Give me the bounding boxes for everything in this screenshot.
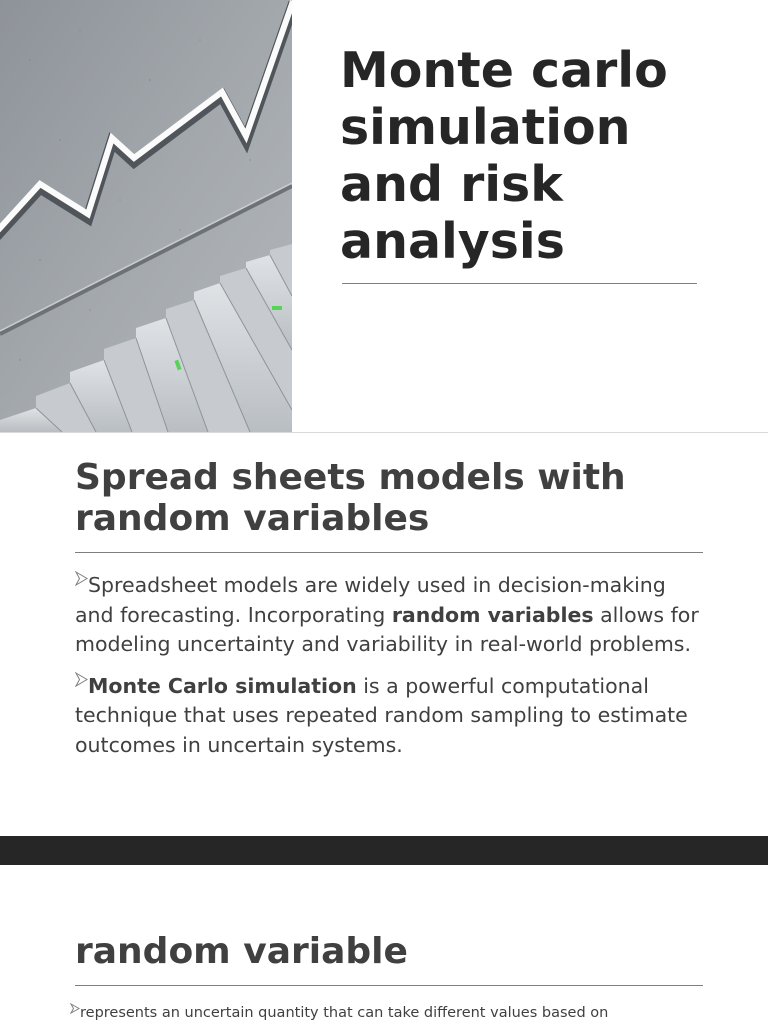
bullet-text-bold: random variables — [391, 602, 594, 627]
cover-image — [0, 0, 292, 432]
presentation-title: Monte carlo simulation and risk analysis — [340, 42, 668, 270]
slide-separator-band — [0, 836, 768, 865]
bullet-list — [75, 571, 710, 772]
heading-underline — [75, 552, 703, 553]
heading-underline — [75, 985, 703, 986]
random-variable-slide — [0, 865, 768, 1024]
stairs-graph-illustration — [0, 0, 292, 432]
arrowhead-bullet-icon — [75, 672, 88, 687]
spreadsheet-models-slide — [0, 433, 768, 836]
arrowhead-bullet-icon — [70, 1003, 80, 1014]
title-slide — [0, 0, 768, 432]
slide-heading: random variable — [75, 931, 408, 972]
slide-heading: Spread sheets models with random variables — [75, 457, 626, 539]
bullet-text-plain: allows for modeling uncertainty and variability in real-world problems. — [75, 602, 699, 656]
bullet-item — [70, 1003, 750, 1023]
bullet-item — [75, 672, 710, 761]
bullet-text-plain: Spreadsheet models are widely used in decision-making and forecasting. Incorporating — [75, 573, 666, 627]
bullet-text-bold: Monte Carlo simulation — [88, 673, 357, 698]
bullet-item — [75, 571, 710, 660]
bullet-text-plain: is a powerful computational technique that uses repeated random sampling to estimate outcomes in uncertain systems. — [75, 673, 688, 757]
title-underline — [342, 283, 697, 284]
arrowhead-bullet-icon — [75, 571, 88, 586]
bullet-text: represents an uncertain quantity that can take different values based on — [80, 1005, 609, 1021]
